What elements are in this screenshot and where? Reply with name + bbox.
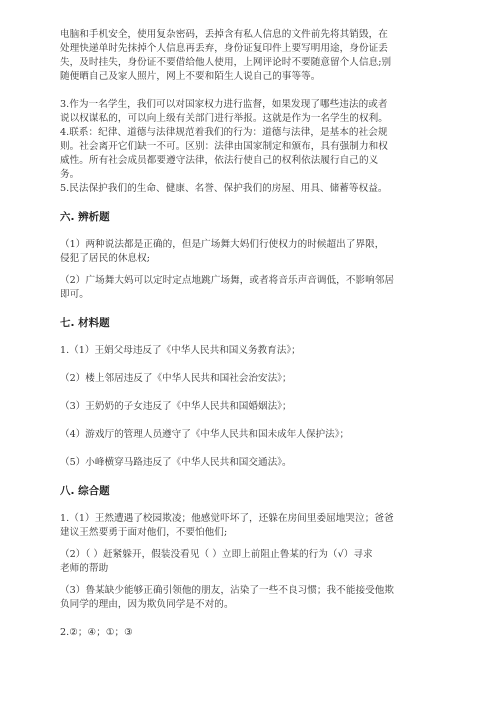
intro-paragraph (60, 28, 440, 84)
list-item: 1.（1）王娟父母违反了《中华人民共和国义务教育法》； (60, 345, 301, 356)
text-line: 威性。所有社会成员都要遵守法律，依法行使自己的权利依法履行自己的义 (60, 155, 379, 166)
text-line: 2.②；④；①；③ (60, 627, 133, 638)
text-line: 即可。 (60, 289, 89, 300)
list-item: （5）小峰横穿马路违反了《中华人民共和国交通法》。 (60, 457, 292, 468)
text-line: 随便晒自己及家人照片，网上不要和陌生人说自己的事等等。 (60, 71, 321, 82)
text-line: 失，及时挂失，身份证不要借给他人使用，上网评论时不要随意留个人信息;别 (60, 57, 392, 68)
text-line: （2）广场舞大妈可以定时定点地跳广场舞，或者将音乐声音调低，不影响邻居 (60, 275, 395, 286)
section-heading-7: 七. 材料题 (60, 317, 110, 329)
text-line: 侵犯了居民的休息权; (60, 253, 151, 264)
list-item: （2）楼上邻居违反了《中华人民共和国社会治安法》； (60, 373, 292, 384)
text-line: 处理快递单时先抹掉个人信息再丢弃，身份证复印件上要写明用途，身份证丢 (60, 43, 388, 54)
text-line: （2）（ ）赶紧躲开，假装没看见（ ）立即上前阻止鲁某的行为（√）寻求 (60, 549, 373, 560)
text-line: 老师的帮助 (60, 563, 109, 574)
text-line: 则。社会离开它们缺一不可。区别：法律由国家制定和颁布，具有强制力和权 (60, 141, 388, 152)
text-line: 说以权谋私的，可以向上级有关部门进行举报。这就是作为一名学生的权利。 (60, 113, 388, 124)
text-line: （3）鲁某缺少能够正确引领他的朋友，沾染了一些不良习惯；我不能接受他欺 (60, 585, 395, 596)
text-line: 电脑和手机安全，使用复杂密码，丢掉含有私人信息的文件前先将其销毁，在 (60, 29, 388, 40)
answers-3-to-5 (60, 98, 440, 196)
text-line: 5.民法保护我们的生命、健康、名誉、保护我们的房屋、用具、储蓄等权益。 (60, 183, 388, 194)
text-line: 务。 (60, 169, 80, 180)
text-line: 4.联系：纪律、道德与法律规范着我们的行为：道德与法律，是基本的社会规 (60, 127, 388, 138)
text-line: 建议王然要勇于面对他们，不要怕他们; (60, 527, 228, 538)
text-line: （1）两种说法都是正确的，但是广场舞大妈们行使权力的时候超出了界限， (60, 239, 385, 250)
text-line: 3.作为一名学生，我们可以对国家权力进行监督，如果发现了哪些违法的或者 (60, 99, 388, 110)
section-heading-8: 八. 综合题 (60, 485, 110, 497)
text-line: 负同学的理由，因为欺负同学是不对的。 (60, 599, 234, 610)
list-item: （4）游戏厅的管理人员遵守了《中华人民共和国未成年人保护法》； (60, 429, 350, 440)
section-heading-6: 六. 辨析题 (60, 211, 110, 223)
document-page (60, 28, 440, 640)
text-line: 1.（1）王然遭遇了校园欺凌；他感觉吓坏了，还躲在房间里委屈地哭泣；爸爸 (60, 513, 394, 524)
list-item: （3）王奶奶的子女违反了《中华人民共和国婚姻法》； (60, 401, 292, 412)
